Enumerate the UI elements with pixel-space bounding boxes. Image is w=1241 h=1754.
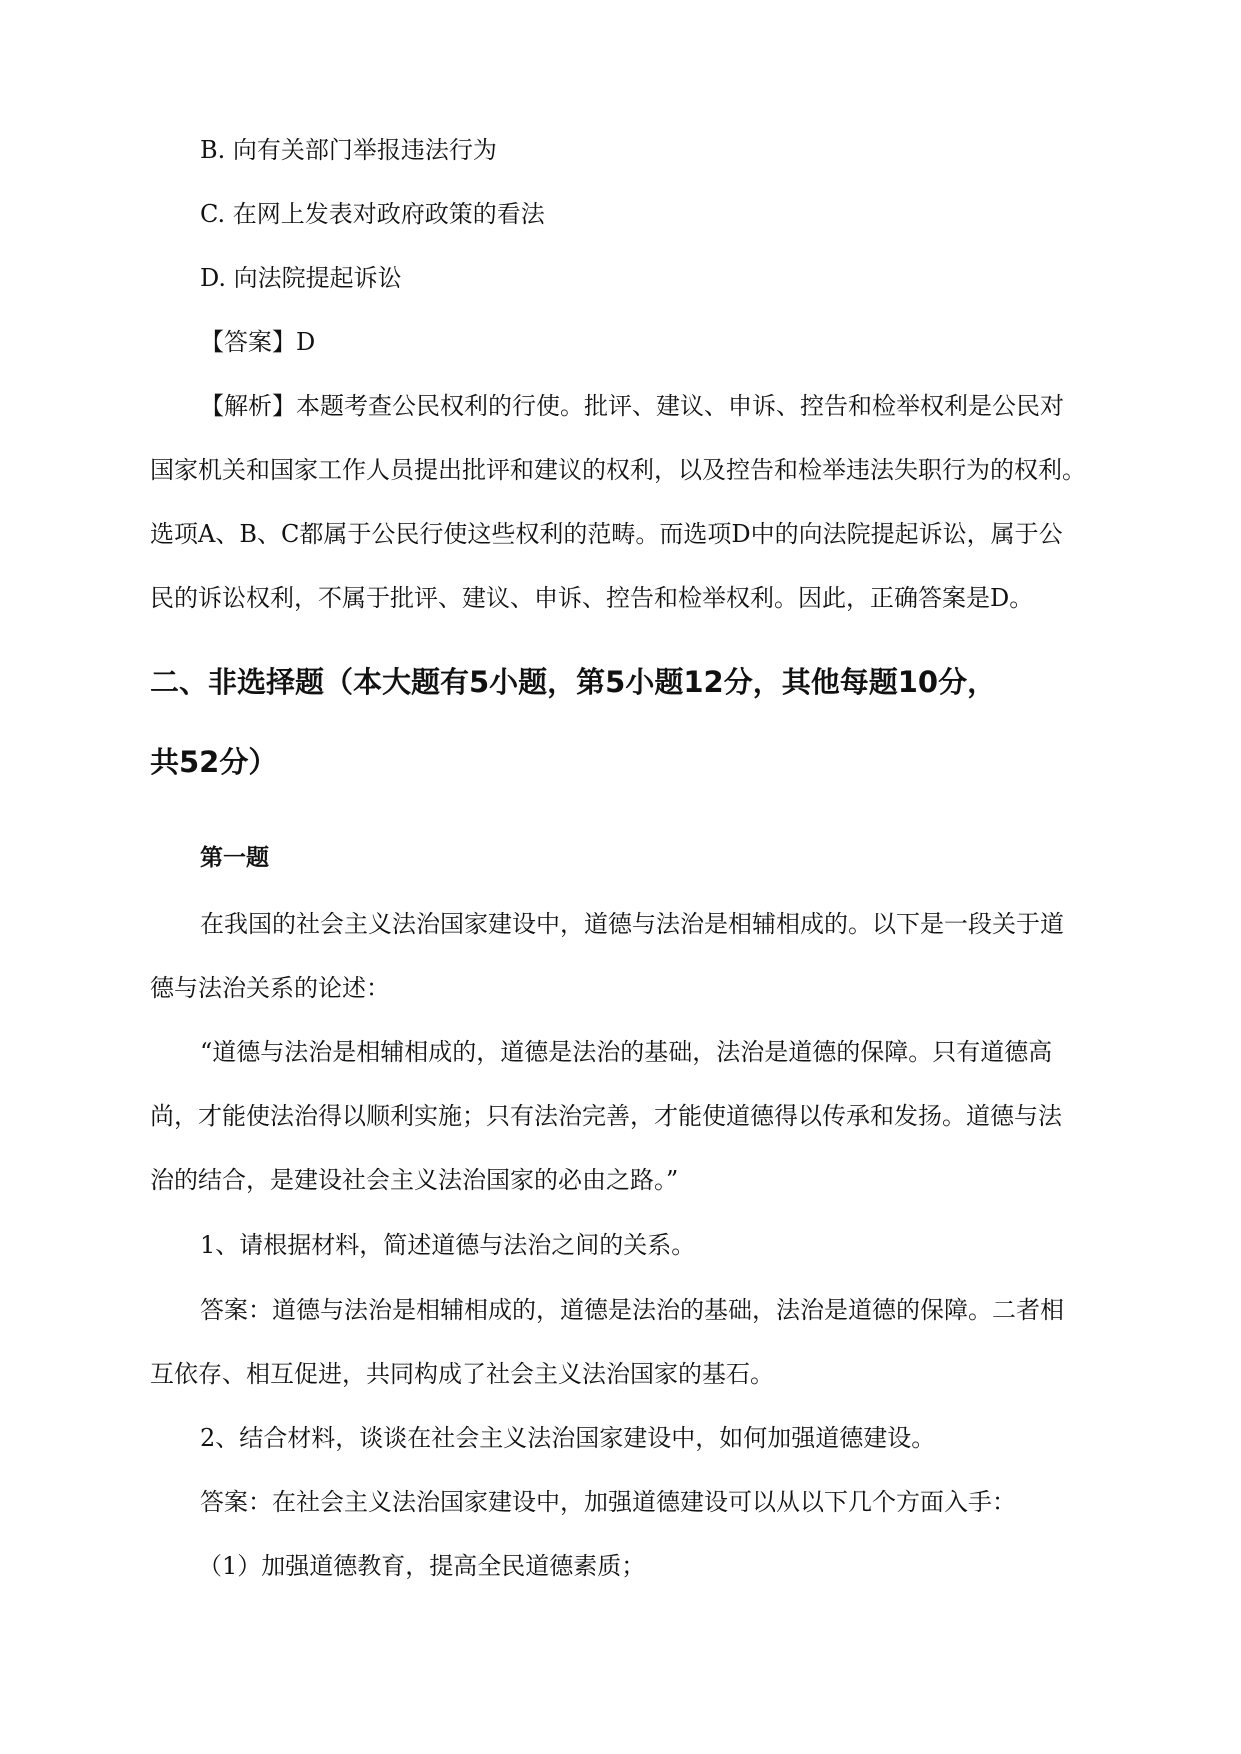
- quote-line: 尚，才能使法治得以顺利实施；只有法治完善，才能使道德得以传承和发扬。道德与法: [150, 1102, 1062, 1130]
- section-heading: 二、非选择题（本大题有5小题，第5小题12分，其他每题10分，: [150, 665, 997, 699]
- answer-1-line: 互依存、相互促进，共同构成了社会主义法治国家的基石。: [150, 1360, 774, 1388]
- question-1: 1、请根据材料，简述道德与法治之间的关系。: [200, 1231, 696, 1259]
- analysis-line: 【解析】本题考查公民权利的行使。批评、建议、申诉、控告和检举权利是公民对: [200, 392, 1064, 420]
- answer-2-line: （1）加强道德教育，提高全民道德素质；: [198, 1552, 646, 1580]
- section-heading: 共52分）: [150, 745, 278, 779]
- intro-line: 在我国的社会主义法治国家建设中，道德与法治是相辅相成的。以下是一段关于道: [200, 910, 1064, 938]
- option-d: D. 向法院提起诉讼: [200, 264, 402, 292]
- analysis-line: 选项A、B、C都属于公民行使这些权利的范畴。而选项D中的向法院提起诉讼，属于公: [150, 520, 1063, 548]
- question-2: 2、结合材料，谈谈在社会主义法治国家建设中，如何加强道德建设。: [200, 1424, 936, 1452]
- option-b: B. 向有关部门举报违法行为: [200, 136, 497, 164]
- analysis-line: 民的诉讼权利，不属于批评、建议、申诉、控告和检举权利。因此，正确答案是D。: [150, 584, 1034, 612]
- quote-line: 治的结合，是建设社会主义法治国家的必由之路。”: [150, 1166, 679, 1194]
- question-title: 第一题: [200, 845, 269, 871]
- option-c: C. 在网上发表对政府政策的看法: [200, 200, 545, 228]
- quote-line: “道德与法治是相辅相成的，道德是法治的基础，法治是道德的保障。只有道德高: [200, 1038, 1053, 1066]
- analysis-line: 国家机关和国家工作人员提出批评和建议的权利，以及控告和检举违法失职行为的权利。: [150, 456, 1086, 484]
- intro-line: 德与法治关系的论述：: [150, 974, 390, 1002]
- answer-2-line: 答案：在社会主义法治国家建设中，加强道德建设可以从以下几个方面入手：: [200, 1488, 1016, 1516]
- answer-label: 【答案】D: [200, 328, 316, 356]
- answer-1-line: 答案：道德与法治是相辅相成的，道德是法治的基础，法治是道德的保障。二者相: [200, 1296, 1064, 1324]
